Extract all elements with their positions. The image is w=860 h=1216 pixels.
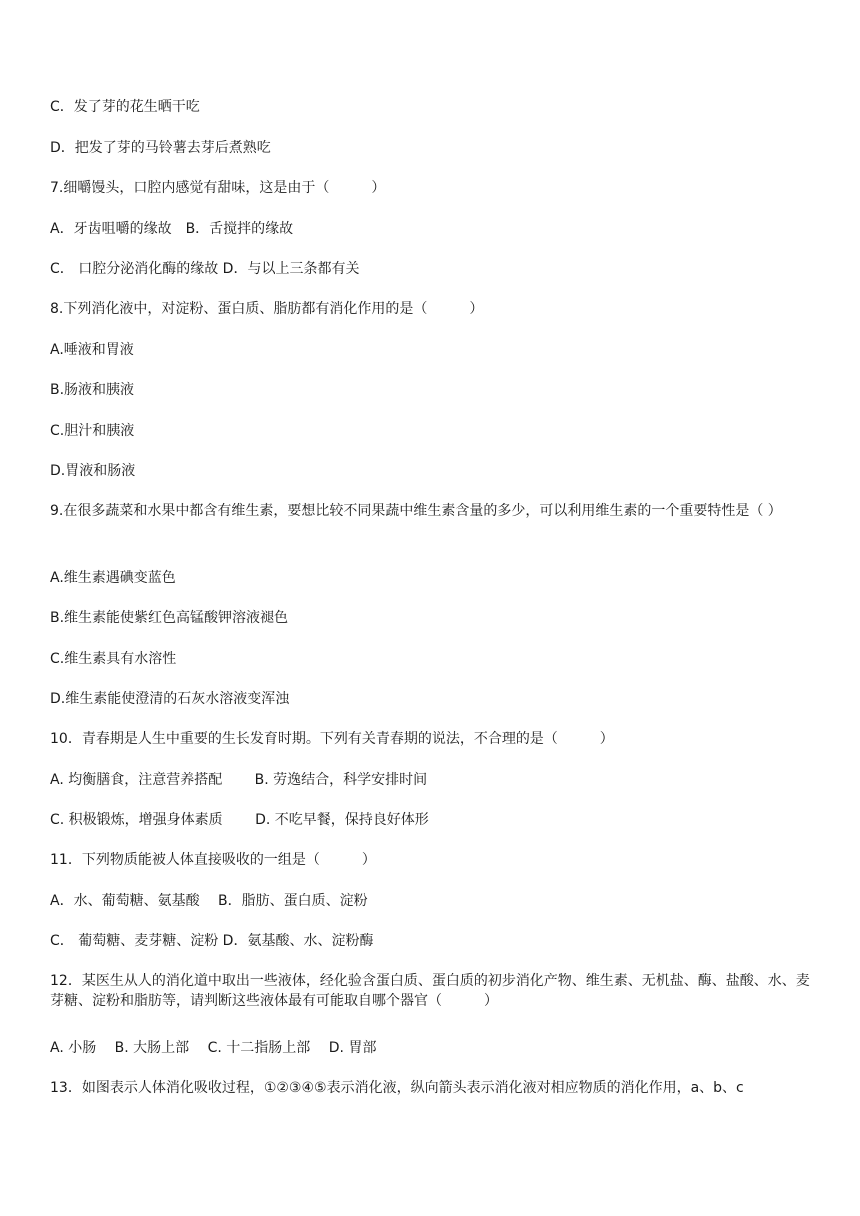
q10-options-cd: C. 积极锻炼，增强身体素质 D. 不吃早餐，保持良好体形 [50, 812, 429, 828]
q11-stem: 11．下列物质能被人体直接吸收的一组是（ ） [50, 852, 376, 868]
q10-options-ab: A. 均衡膳食，注意营养搭配 B. 劳逸结合，科学安排时间 [50, 772, 428, 788]
q9-stem: 9.在很多蔬菜和水果中都含有维生素，要想比较不同果蔬中维生素含量的多少，可以利用维生素的一个重要特性是（ ） [50, 503, 782, 519]
q8-stem: 8.下列消化液中，对淀粉、蛋白质、脂肪都有消化作用的是（ ） [50, 301, 484, 317]
q11-options-cd: C． 葡萄糖、麦芽糖、淀粉 D．氨基酸、水、淀粉酶 [50, 933, 374, 949]
q9-option-a: A.维生素遇碘变蓝色 [50, 570, 176, 586]
q7-options-ab: A．牙齿咀嚼的缘故 B．舌搅拌的缘故 [50, 221, 294, 237]
q11-options-ab: A．水、葡萄糖、氨基酸 B．脂肪、蛋白质、淀粉 [50, 893, 368, 909]
q8-option-b: B.肠液和胰液 [50, 382, 135, 398]
q8-option-a: A.唾液和胃液 [50, 342, 134, 358]
q9-option-b: B.维生素能使紫红色高锰酸钾溶液褪色 [50, 610, 289, 626]
q6-option-c: C．发了芽的花生晒干吃 [50, 99, 200, 115]
q8-option-d: D.胃液和肠液 [50, 463, 136, 479]
q7-stem: 7.细嚼馒头，口腔内感觉有甜味，这是由于（ ） [50, 180, 386, 196]
q12-options: A. 小肠 B. 大肠上部 C. 十二指肠上部 D. 胃部 [50, 1040, 377, 1056]
q8-option-c: C.胆汁和胰液 [50, 423, 135, 439]
q13-stem: 13．如图表示人体消化吸收过程，①②③④⑤表示消化液，纵向箭头表示消化液对相应物质的消化作用，a、b、c [50, 1080, 744, 1096]
q7-options-cd: C． 口腔分泌消化酶的缘故 D．与以上三条都有关 [50, 261, 360, 277]
q10-stem: 10．青春期是人生中重要的生长发育时期。下列有关青春期的说法，不合理的是（ ） [50, 731, 614, 747]
q9-option-d: D.维生素能使澄清的石灰水溶液变浑浊 [50, 691, 290, 707]
q12-stem: 12．某医生从人的消化道中取出一些液体，经化验含蛋白质、蛋白质的初步消化产物、维生素、无机盐、酶、盐酸、水、麦芽糖、淀粉和脂肪等，请判断这些液体最有可能取自哪个器官（ ） [50, 973, 810, 1009]
q9-option-c: C.维生素具有水溶性 [50, 651, 177, 667]
q6-option-d: D．把发了芽的马铃薯去芽后煮熟吃 [50, 140, 271, 156]
